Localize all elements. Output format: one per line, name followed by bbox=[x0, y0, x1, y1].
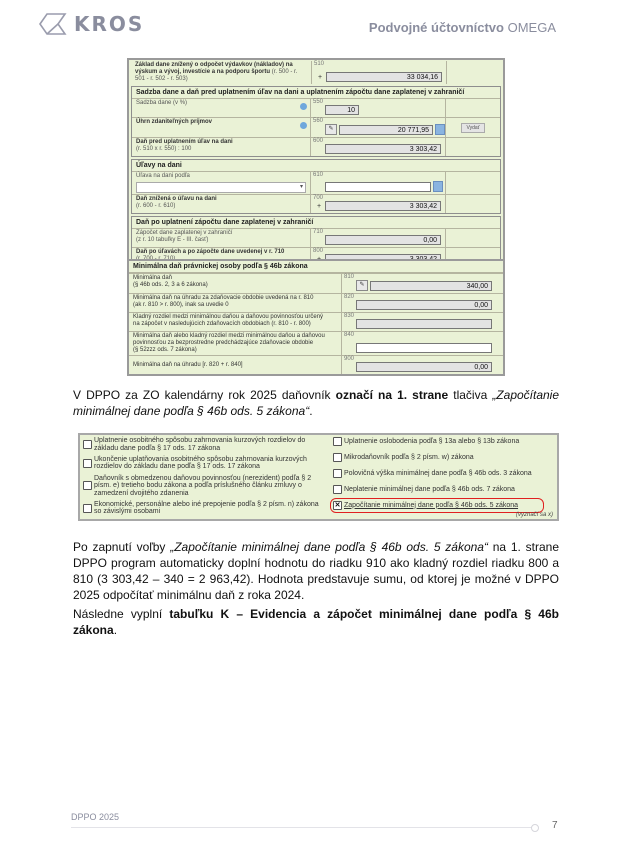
row-number: 700 bbox=[313, 195, 324, 201]
row-810 bbox=[129, 273, 503, 293]
row-number: 550 bbox=[313, 99, 324, 105]
row-600 bbox=[132, 137, 500, 156]
row-number: 710 bbox=[313, 229, 324, 235]
field-610[interactable] bbox=[325, 182, 431, 192]
checkbox-item[interactable] bbox=[333, 469, 554, 478]
product-name bbox=[369, 20, 556, 35]
row-830-label: Kladný rozdiel medzi minimálnou daňou a daňovou povinnosťou určený na zápočet v nasledujúcich zdaňovacích obdobiach (r. 810 - r. 800) bbox=[133, 314, 324, 327]
row-830 bbox=[129, 312, 503, 331]
checkbox-item[interactable] bbox=[83, 475, 327, 498]
vydat-button[interactable]: Vydať bbox=[461, 123, 484, 133]
field-510[interactable]: 33 034,16 bbox=[326, 72, 442, 82]
row-600-label: Daň pred uplatnením úľav na dani (r. 510 x r. 550) : 100 bbox=[136, 139, 233, 152]
field-710[interactable]: 0,00 bbox=[325, 235, 441, 245]
row-510-field-cell bbox=[311, 61, 446, 84]
field-700[interactable]: 3 303,42 bbox=[325, 201, 441, 211]
row-700-label: Daň znížená o úľavu na dani (r. 600 - r. 610) bbox=[136, 196, 217, 209]
footer-divider bbox=[71, 827, 533, 828]
row-710-label: Zápočet dane zaplatenej v zahraničí (z r. 10 tabuľky E - III. časť) bbox=[136, 230, 233, 243]
checkbox[interactable] bbox=[83, 459, 92, 468]
sign: + bbox=[318, 74, 323, 81]
section-title: Sadzba dane a daň pred uplatnením úľav na dani a uplatnením zápočtu dane zaplatenej v zahraničí bbox=[132, 87, 500, 98]
extra-cell bbox=[445, 229, 500, 247]
field-600[interactable]: 3 303,42 bbox=[325, 144, 441, 154]
row-550 bbox=[132, 98, 500, 117]
field-560[interactable]: 20 771,95 bbox=[339, 125, 433, 135]
checkbox-checked[interactable]: ✕ bbox=[334, 502, 341, 509]
calculator-icon[interactable] bbox=[435, 124, 445, 135]
section-relief bbox=[131, 159, 501, 214]
checkbox-label: Ukončenie uplatňovania osobitného spôsobu zahrnovania kurzových rozdielov do základu dane podľa § 17 ods. 17 zákona bbox=[94, 455, 307, 471]
paragraph-2: Po zapnutí voľby „Započítanie minimálnej dane podľa § 46b ods. 5 zákona“ na 1. strane DPPO program automaticky doplní hodnotu do riadku 910 ako kladný rozdiel riadku 800 a 810 (3 303,42 – 340 = 2 963,42). Hodnota predstavuje sumu, od ktorej je možné v DPPO 2025 odpočítať minimálnu daň z roka 2024. bbox=[73, 540, 560, 602]
checkbox-label: Uplatnenie oslobodenia podľa § 13a alebo § 13b zákona bbox=[344, 437, 520, 445]
row-830-field-cell bbox=[341, 313, 503, 331]
row-900-label: Minimálna daň na úhradu [r. 820 + r. 840] bbox=[133, 361, 243, 368]
checkbox-item[interactable] bbox=[83, 437, 327, 452]
row-510 bbox=[131, 61, 501, 84]
extra-cell bbox=[446, 61, 501, 84]
paragraph-1: V DPPO za ZO kalendárny rok 2025 daňovník označí na 1. strane tlačiva „Započítanie minimálnej dane podľa § 46b ods. 5 zákona“. bbox=[73, 388, 560, 418]
calculator-icon[interactable] bbox=[433, 181, 443, 192]
row-900 bbox=[129, 355, 503, 374]
section-title: Minimálna daň právnickej osoby podľa § 46b zákona bbox=[129, 261, 503, 273]
row-820 bbox=[129, 293, 503, 312]
row-840-field-cell bbox=[341, 332, 503, 355]
tax-form-screenshot bbox=[127, 58, 505, 271]
checkbox[interactable] bbox=[333, 469, 342, 478]
row-number: 560 bbox=[313, 118, 324, 124]
row-900-field-cell bbox=[341, 356, 503, 374]
row-number: 830 bbox=[344, 313, 355, 319]
checkbox-item[interactable] bbox=[83, 501, 327, 516]
field-550[interactable]: 10 bbox=[325, 105, 359, 115]
row-700-field-cell bbox=[310, 195, 445, 213]
row-number: 810 bbox=[344, 274, 355, 280]
row-600-field-cell bbox=[310, 138, 445, 156]
extra-cell bbox=[445, 172, 500, 194]
row-510-label: Základ dane znížený o odpočet výdavkov (nákladov) na výskum a vývoj, investície a na podporu športu (r. 500 - r. 501 - r. 502 - r. 503) bbox=[135, 62, 298, 82]
row-810-field-cell bbox=[341, 274, 503, 293]
checkbox-column-right bbox=[330, 435, 557, 519]
extra-cell bbox=[445, 118, 500, 137]
checkbox-item[interactable] bbox=[333, 485, 554, 494]
row-550-label: Sadzba dane (v %) bbox=[132, 99, 310, 117]
row-700 bbox=[132, 194, 500, 213]
checkbox[interactable] bbox=[333, 485, 342, 494]
checkbox[interactable] bbox=[333, 437, 342, 446]
row-820-label: Minimálna daň na úhradu za zdaňovacie obdobie uvedená na r. 810 (ak r. 810 > r. 800), inak sa uvedie 0 bbox=[133, 295, 314, 308]
row-800-label: Daň po úľavách a po zápočte dane uvedenej v r. 710 bbox=[136, 249, 285, 255]
field-900[interactable]: 0,00 bbox=[356, 362, 492, 372]
row-560 bbox=[132, 117, 500, 137]
checkbox[interactable] bbox=[83, 481, 92, 490]
extra-cell bbox=[445, 99, 500, 117]
row-number: 600 bbox=[313, 138, 324, 144]
checkbox-label: Uplatnenie osobitného spôsobu zahrnovania kurzových rozdielov do základu dane podľa § 17 ods. 17 zákona bbox=[94, 437, 306, 452]
row-840 bbox=[129, 331, 503, 355]
row-810-label: Minimálna daň (§ 46b ods. 2, 3 a 6 zákona) bbox=[133, 275, 208, 288]
product-name-bold: Podvojné účtovníctvo bbox=[368, 20, 504, 35]
row-number: 610 bbox=[313, 172, 324, 178]
row-number: 510 bbox=[314, 61, 325, 67]
row-610-label: Úľava na dani podľa ▾ bbox=[132, 172, 310, 194]
paragraph-3: Následne vyplní tabuľku K – Evidencia a zápočet minimálnej dane podľa § 46b zákona. bbox=[73, 607, 559, 637]
checkbox-label: Polovičná výška minimálnej dane podľa § 46b ods. 3 zákona bbox=[344, 469, 532, 477]
checkbox-item[interactable] bbox=[333, 437, 554, 446]
section-tax-rate bbox=[131, 86, 501, 157]
checkbox-label: Ekonomické, personálne alebo iné prepojenie podľa § 2 písm. n) zákona so závislými osobami bbox=[94, 500, 319, 516]
checkbox[interactable] bbox=[333, 453, 342, 462]
field-840[interactable] bbox=[356, 343, 492, 353]
checkbox-item-checked[interactable] bbox=[333, 501, 554, 510]
pencil-icon[interactable]: ✎ bbox=[356, 280, 368, 291]
row-840-label: Minimálna daň alebo kladný rozdiel medzi minimálnou daňou a daňovou povinnosťou za bezprostredne predchádzajúce zdaňovacie obdobie (§ 52zzz ods. 7 zákona) bbox=[133, 333, 325, 353]
row-610 bbox=[132, 171, 500, 194]
row-560-field-cell bbox=[310, 118, 445, 137]
kros-logo-icon bbox=[38, 12, 68, 36]
row-710 bbox=[132, 228, 500, 247]
checkbox-label: Daňovník s obmedzenou daňovou povinnosťou (nerezident) podľa § 2 písm. e) tretieho bodu zákona a podľa príslušného článku zmluvy o zamedzení dvojitého zdanenia bbox=[94, 474, 312, 497]
product-name-rest: OMEGA bbox=[503, 20, 556, 35]
checkbox[interactable] bbox=[83, 440, 92, 449]
row-610-field-cell bbox=[310, 172, 445, 194]
checkbox-label: Neplatenie minimálnej dane podľa § 46b ods. 7 zákona bbox=[344, 485, 515, 493]
page-number: 7 bbox=[552, 820, 558, 831]
checkbox-column-left bbox=[80, 435, 330, 519]
field-830[interactable] bbox=[356, 319, 492, 329]
section-title: Úľavy na dani bbox=[132, 160, 500, 171]
relief-select[interactable] bbox=[136, 182, 306, 193]
row-550-field-cell bbox=[310, 99, 445, 117]
footer-doc-name: DPPO 2025 bbox=[71, 812, 120, 822]
row-710-field-cell bbox=[310, 229, 445, 247]
row-number: 840 bbox=[344, 332, 355, 338]
logo-text: KROS bbox=[74, 12, 145, 36]
checkbox-label: Mikrodaňovník podľa § 2 písm. w) zákona bbox=[344, 453, 474, 461]
section-title: Daň po uplatnení zápočtu dane zaplatenej v zahraničí bbox=[132, 217, 500, 228]
sign: + bbox=[317, 203, 322, 210]
checkbox-label: Započítanie minimálnej dane podľa § 46b ods. 5 zákona bbox=[344, 501, 519, 509]
extra-cell bbox=[445, 138, 500, 156]
field-810[interactable]: 340,00 bbox=[370, 281, 492, 291]
kros-logo bbox=[38, 12, 144, 36]
checkbox-options-screenshot bbox=[78, 433, 559, 521]
row-number: 900 bbox=[344, 356, 355, 362]
info-icon[interactable] bbox=[300, 122, 307, 129]
checkbox-item[interactable] bbox=[333, 453, 554, 462]
row-560-label: Úhrn zdaniteľných príjmov bbox=[132, 118, 310, 137]
info-icon[interactable] bbox=[300, 103, 307, 110]
extra-cell bbox=[445, 195, 500, 213]
checkbox-item[interactable] bbox=[83, 456, 327, 471]
footer-dot-icon bbox=[531, 824, 539, 832]
row-number: 820 bbox=[344, 294, 355, 300]
pencil-icon[interactable]: ✎ bbox=[325, 124, 337, 135]
field-820[interactable]: 0,00 bbox=[356, 300, 492, 310]
mark-note: (vyznačí sa x) bbox=[515, 512, 553, 518]
row-number: 800 bbox=[313, 248, 324, 254]
minimum-tax-form-screenshot bbox=[127, 259, 505, 376]
row-820-field-cell bbox=[341, 294, 503, 312]
checkbox[interactable] bbox=[83, 504, 92, 513]
